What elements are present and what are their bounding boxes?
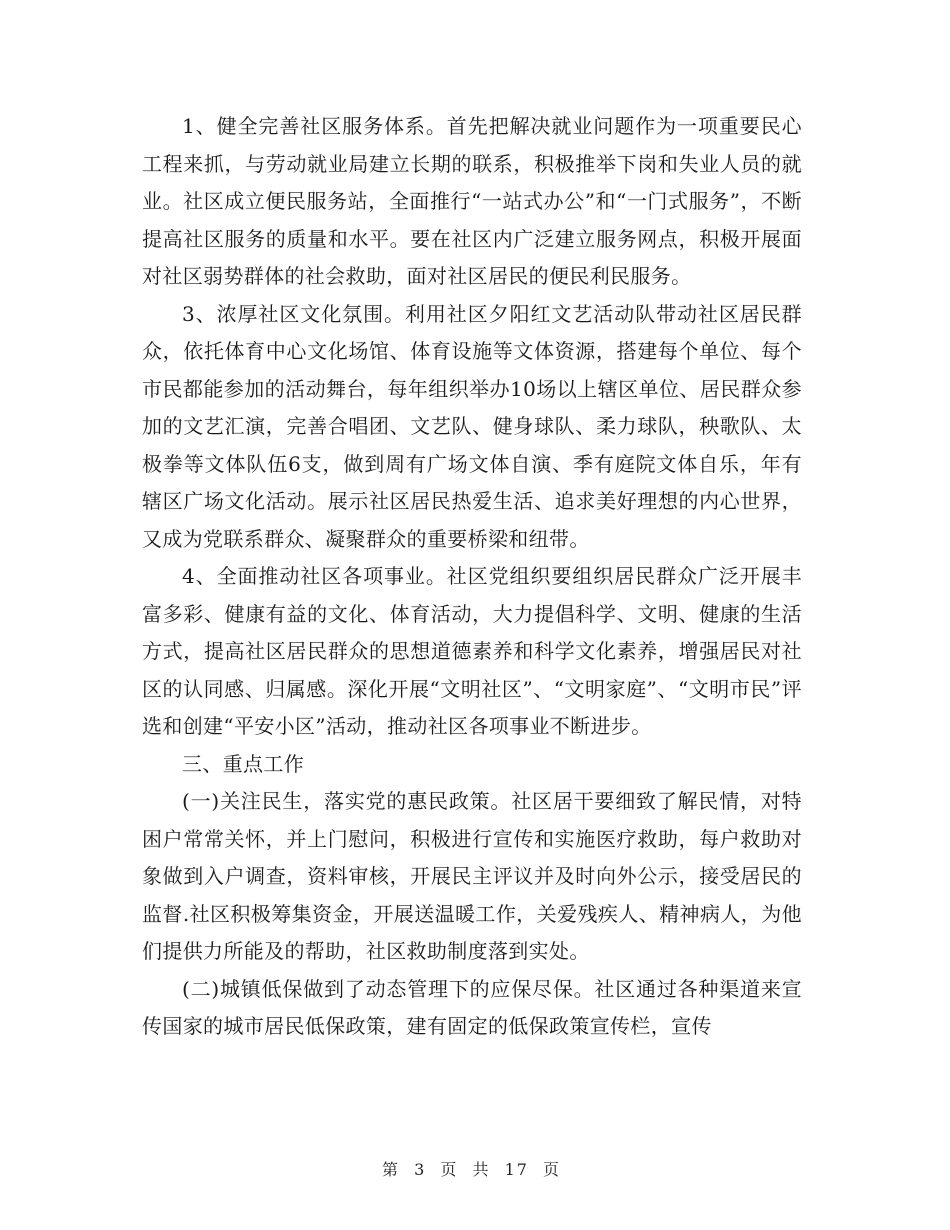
paragraph-livelihood: (一)关注民生，落实党的惠民政策。社区居干要细致了解民情，对特困户常常关怀，并上门慰问，积极进行宣传和实施医疗救助，每户救助对象做到入户调查，资料审核，开展民主评议并及时向外公示，接受居民的监督.社区积极筹集资金，开展送温暖工作，关爱残疾人、精神病人，为他们提供力所能及的帮助，社区救助制度落到实处。 (142, 789, 802, 963)
footer-page-word: 页 (440, 1160, 459, 1179)
paragraph-community-service: 1、健全完善社区服务体系。首先把解决就业问题作为一项重要民心工程来抓，与劳动就业局建立长期的联系，积极推举下岗和失业人员的就业。社区成立便民服务站，全面推行“一站式办公”和“一门式服务”，不断提高社区服务的质量和水平。要在社区内广泛建立服务网点，积极开展面对社区弱势群体的社会救助，面对社区居民的便民利民服务。 (142, 114, 802, 288)
paragraph-community-affairs: 4、全面推动社区各项事业。社区党组织要组织居民群众广泛开展丰富多彩、健康有益的文化、体育活动，大力提倡科学、文明、健康的生活方式，提高社区居民群众的思想道德素养和科学文化素养，增强居民对社区的认同感、归属感。深化开展“文明社区”、“文明家庭”、“文明市民”评选和创建“平安小区”活动，推动社区各项事业不断进步。 (142, 564, 802, 738)
page-footer (0, 1157, 950, 1180)
paragraph-minimum-living: (二)城镇低保做到了动态管理下的应保尽保。社区通过各种渠道来宣传国家的城市居民低保政策，建有固定的低保政策宣传栏，宣传 (142, 976, 802, 1038)
paragraph-community-culture: 3、浓厚社区文化氛围。利用社区夕阳红文艺活动队带动社区居民群众，依托体育中心文化场馆、体育设施等文体资源，搭建每个单位、每个市民都能参加的活动舞台，每年组织举办10场以上辖区单位、居民群众参加的文艺汇演，完善合唱团、文艺队、健身球队、柔力球队，秧歌队、太极拳等文体队伍6支，做到周有广场文体自演、季有庭院文体自乐，年有辖区广场文化活动。展示社区居民热爱生活、追求美好理想的内心世界，又成为党联系群众、凝聚群众的重要桥梁和纽带。 (142, 301, 802, 551)
current-page-number: 3 (414, 1160, 427, 1179)
section-heading-key-work: 三、重点工作 (182, 751, 305, 776)
total-page-count: 17 (504, 1160, 529, 1179)
footer-total-suffix: 页 (543, 1160, 562, 1179)
footer-page-prefix: 第 (381, 1160, 400, 1179)
document-body (142, 108, 802, 1046)
footer-total-prefix: 共 (472, 1160, 491, 1179)
